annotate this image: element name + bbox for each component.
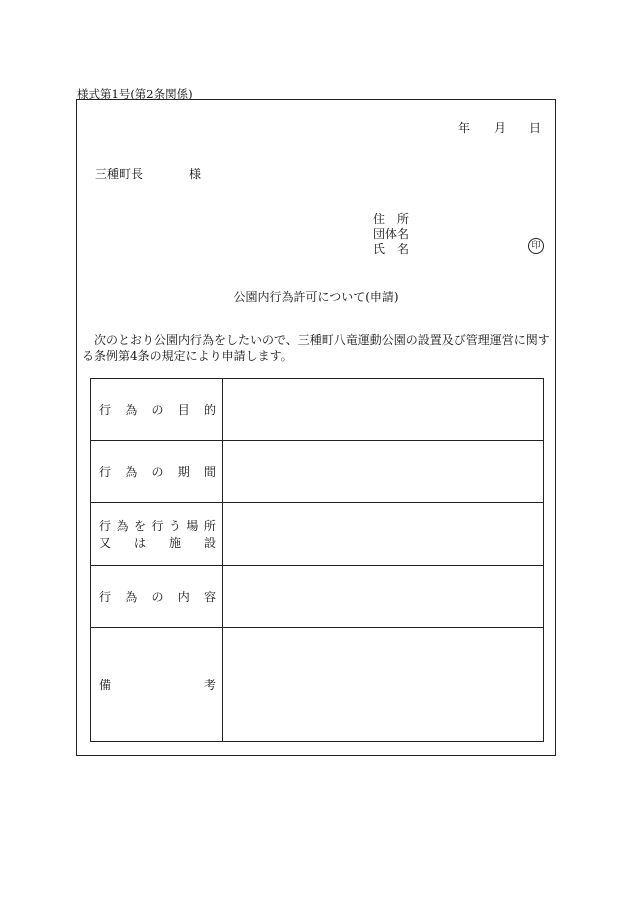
addressee-honorific: 様 bbox=[189, 167, 202, 181]
row-label-char: 場 bbox=[186, 519, 199, 533]
row-label-period bbox=[91, 441, 223, 503]
row-label-char: の bbox=[151, 465, 164, 479]
row-label-char: 行 bbox=[99, 519, 112, 533]
location-field[interactable] bbox=[223, 503, 544, 566]
row-label-char: 備 bbox=[99, 678, 112, 692]
row-label-char: 所 bbox=[203, 519, 216, 533]
content-field[interactable] bbox=[223, 566, 544, 628]
row-label-content bbox=[91, 566, 223, 628]
document-title: 公園内行為許可について(申請) bbox=[233, 290, 399, 304]
row-label-char: 為 bbox=[125, 590, 138, 604]
row-label-char: 又 bbox=[99, 536, 112, 550]
row-label-char: 期 bbox=[177, 465, 190, 479]
applicant-name-label: 氏 名 bbox=[373, 242, 410, 256]
row-label-char: う bbox=[168, 519, 181, 533]
row-label-char: 内 bbox=[177, 590, 190, 604]
application-table bbox=[90, 378, 544, 742]
row-label-char: 行 bbox=[99, 465, 112, 479]
row-label-purpose bbox=[91, 379, 223, 441]
row-label-char: 行 bbox=[99, 590, 112, 604]
application-form bbox=[76, 99, 556, 756]
row-label-char: 間 bbox=[203, 465, 216, 479]
row-label-char: 目 bbox=[177, 403, 190, 417]
row-label-char: の bbox=[151, 403, 164, 417]
addressee-name: 三種町長 bbox=[95, 167, 144, 181]
row-label-char: 施 bbox=[168, 536, 181, 550]
table-row bbox=[91, 379, 544, 441]
table-row bbox=[91, 503, 544, 566]
purpose-field[interactable] bbox=[223, 379, 544, 441]
period-field[interactable] bbox=[223, 441, 544, 503]
date-day-label: 日 bbox=[529, 121, 542, 135]
remarks-field[interactable] bbox=[223, 628, 544, 742]
applicant-organization-label: 団体名 bbox=[373, 227, 410, 241]
row-label-char: 設 bbox=[203, 536, 216, 550]
table-row bbox=[91, 566, 544, 628]
row-label-char: は bbox=[133, 536, 146, 550]
seal-mark: 印 bbox=[528, 238, 544, 254]
applicant-address-label: 住 所 bbox=[373, 212, 410, 226]
row-label-remarks bbox=[91, 628, 223, 742]
date-year-label: 年 bbox=[458, 121, 471, 135]
table-row bbox=[91, 441, 544, 503]
row-label-char: を bbox=[133, 519, 146, 533]
row-label-char: 容 bbox=[203, 590, 216, 604]
body-text: 次のとおり公園内行為をしたいので、三種町八竜運動公園の設置及び管理運営に関する条例第4条の規定により申請します。 bbox=[82, 333, 550, 363]
row-label-char: 為 bbox=[125, 403, 138, 417]
row-label-char: の bbox=[151, 590, 164, 604]
row-label-char: 行 bbox=[99, 403, 112, 417]
row-label-location bbox=[91, 503, 223, 566]
row-label-char: 為 bbox=[125, 465, 138, 479]
row-label-char: 為 bbox=[116, 519, 129, 533]
row-label-char: 的 bbox=[203, 403, 216, 417]
row-label-char: 考 bbox=[203, 678, 216, 692]
table-row bbox=[91, 628, 544, 742]
form-number-label: 様式第1号(第2条関係) bbox=[77, 87, 193, 101]
row-label-char: 行 bbox=[151, 519, 164, 533]
date-month-label: 月 bbox=[494, 121, 507, 135]
